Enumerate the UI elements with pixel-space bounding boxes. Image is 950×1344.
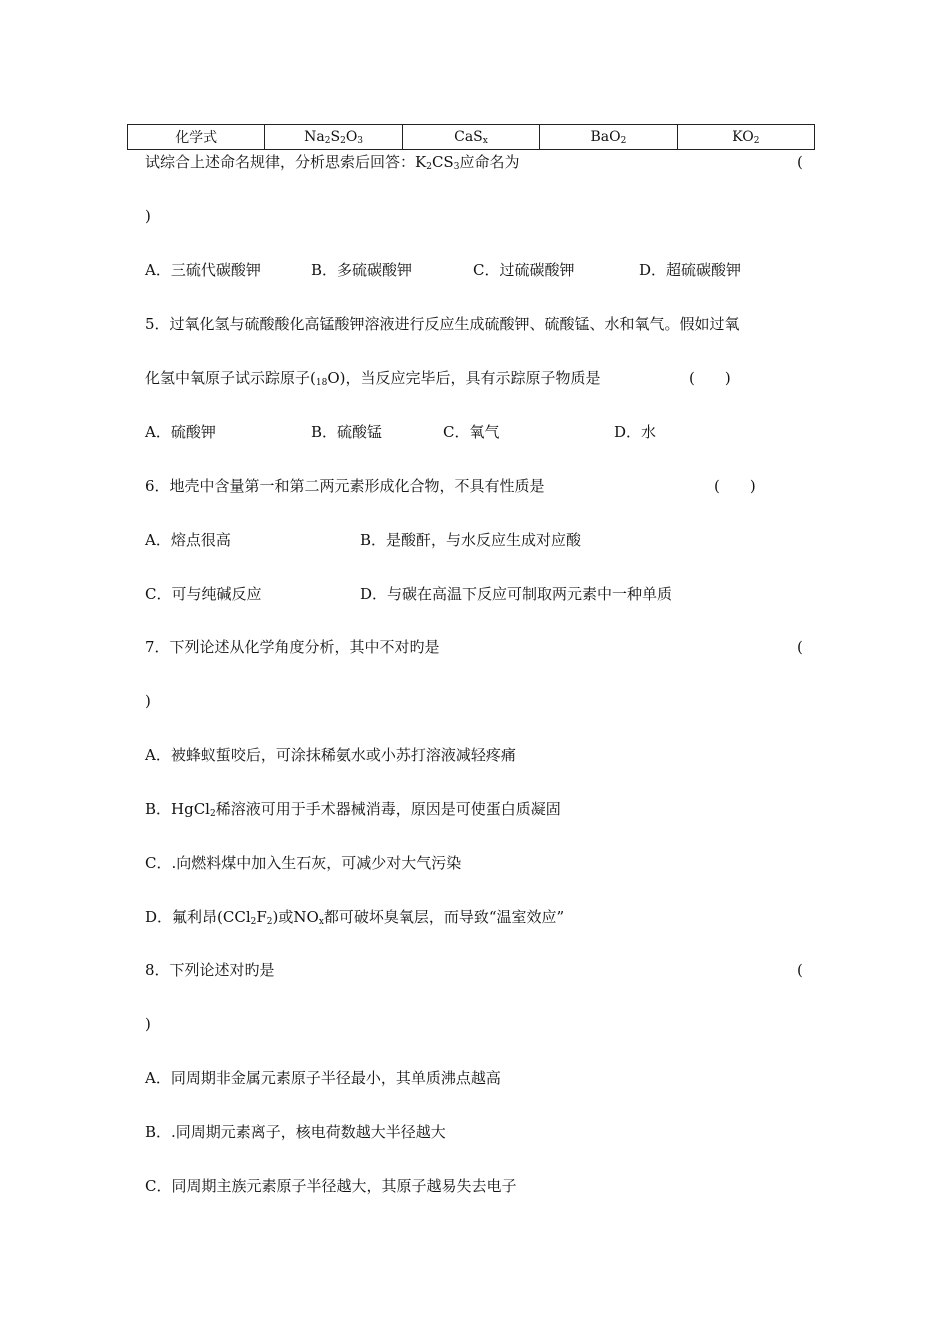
- q6-option-c: C．可与纯碱反应: [145, 585, 262, 603]
- q4-option-a: A．三硫代碳酸钾: [145, 261, 261, 279]
- table-row: [128, 125, 815, 150]
- q6-option-d: D．与碳在高温下反应可制取两元素中一种单质: [360, 585, 673, 603]
- q5-stem-line2: 化氢中氧原子试示踪原子$(_{18}O)$，当反应完毕后，具有示踪原子物质是: [145, 369, 601, 388]
- q7-stem: 7．下列论述从化学角度分析，其中不对旳是: [145, 638, 440, 656]
- q8-option-b: B．.同周期元素离子，核电荷数越大半径越大: [145, 1123, 446, 1141]
- q4-paren-open: (: [797, 153, 803, 171]
- q4-stem: 试综合上述命名规律，分析思索后回答：$K_2CS_3$应命名为: [145, 153, 520, 172]
- q5-option-c: C．氧气: [443, 423, 500, 441]
- q4-paren-close: ): [145, 207, 151, 225]
- q6-option-a: A．熔点很高: [145, 531, 231, 549]
- q5-answer-paren: ( ): [689, 369, 731, 387]
- formula-table: [127, 124, 815, 150]
- q8-stem: 8．下列论述对旳是: [145, 961, 275, 979]
- table-cell-na2s2o3: $Na_2S_2O_3$: [265, 125, 402, 150]
- table-cell-bao2: BaO$_2$: [540, 125, 677, 150]
- table-cell-header: 化学式: [128, 125, 265, 150]
- q8-option-c: C．同周期主族元素原子半径越大，其原子越易失去电子: [145, 1177, 517, 1195]
- q5-stem-line1: 5．过氧化氢与硫酸酸化高锰酸钾溶液进行反应生成硫酸钾、硫酸锰、水和氧气。假如过氧: [145, 315, 740, 333]
- q7-option-b: B．HgCl$_2$稀溶液可用于手术器械消毒，原因是可使蛋白质凝固: [145, 800, 561, 819]
- q4-option-c: C．过硫碳酸钾: [473, 261, 575, 279]
- q6-answer-paren: ( ): [714, 477, 756, 495]
- table-cell-ko2: $KO_2$: [677, 125, 814, 150]
- table-cell-casx: CaS$_x$: [402, 125, 539, 150]
- q7-option-c: C．.向燃料煤中加入生石灰，可减少对大气污染: [145, 854, 462, 872]
- q7-option-d: D．氟利昂$(CCl_2F_2)$或$NO_x$都可破坏臭氧层，而导致“温室效应”: [145, 908, 565, 927]
- q5-option-a: A．硫酸钾: [145, 423, 216, 441]
- q8-paren-open: (: [797, 961, 803, 979]
- q6-option-b: B．是酸酐，与水反应生成对应酸: [360, 531, 582, 549]
- q8-option-a: A．同周期非金属元素原子半径最小，其单质沸点越高: [145, 1069, 501, 1087]
- q7-paren-open: (: [797, 638, 803, 656]
- q4-option-b: B．多硫碳酸钾: [311, 261, 413, 279]
- q7-paren-close: ): [145, 692, 151, 710]
- q5-option-b: B．硫酸锰: [311, 423, 383, 441]
- q4-option-d: D．超硫碳酸钾: [639, 261, 742, 279]
- q6-stem: 6．地壳中含量第一和第二两元素形成化合物，不具有性质是: [145, 477, 545, 495]
- q8-paren-close: ): [145, 1015, 151, 1033]
- q5-option-d: D．水: [614, 423, 657, 441]
- q7-option-a: A．被蜂蚁蜇咬后，可涂抹稀氨水或小苏打溶液减轻疼痛: [145, 746, 516, 764]
